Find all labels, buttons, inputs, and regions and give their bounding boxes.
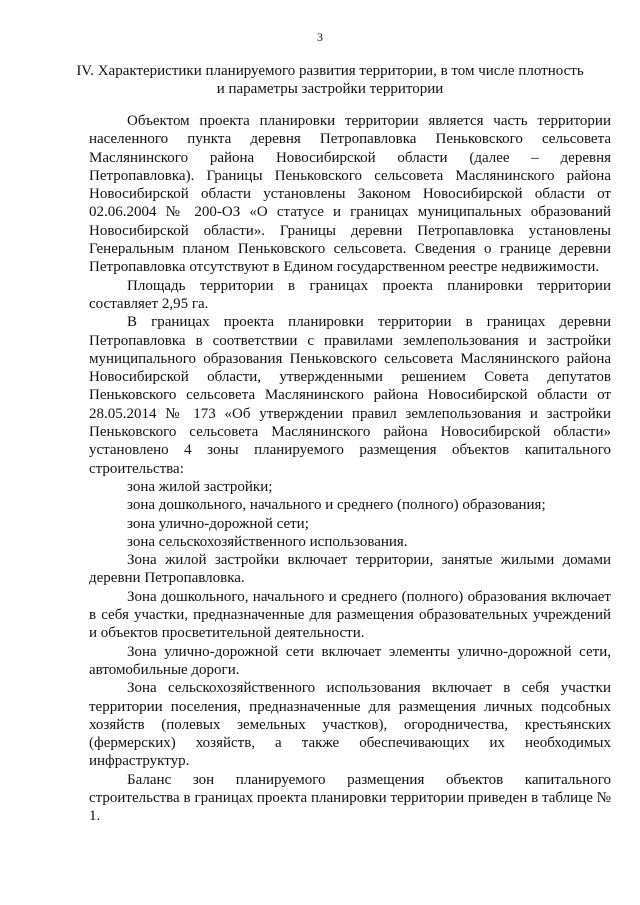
paragraph-project-object: Объектом проекта планировки территории является часть территории населенного пункта деревня Петропавловка Пеньковского сельсовета Маслянинского района Новосибирской области (далее – деревня Петропавловка). Границы Пеньковского сельсовета Маслянинского района Новосибирской области установлены Законом Новосибирской области от 02.06.2004 № 200-ОЗ «О статусе и границах муниципальных образований Новосибирской области». Границы деревни Петропавловка установлены Генеральным планом Пеньковского сельсовета. Сведения о границе деревни Петропавловка отсутствуют в Едином государственном реестре недвижимости.: [89, 113, 611, 276]
section-heading-line-1: IV. Характеристики планируемого развития территории, в том числе плотность: [76, 63, 584, 79]
paragraph-road-zone: Зона улично-дорожной сети включает элементы улично-дорожной сети, автомобильные дороги.: [89, 643, 611, 678]
zone-list-item: зона сельскохозяйственного использования.: [127, 533, 408, 550]
zone-list-item: зона дошкольного, начального и среднего (полного) образования;: [127, 497, 546, 514]
section-heading: [60, 62, 600, 98]
document-body: [89, 112, 611, 826]
paragraph-zones-intro: В границах проекта планировки территории в границах деревни Петропавловка в соответствии с правилами землепользования и застройки муниципального образования Пеньковского сельсовета Маслянинского района Новосибирской области, утвержденными решением Совета депутатов Пеньковского сельсовета Маслянинского района Новосибирской области от 28.05.2014 № 173 «Об утверждении правил землепользования и застройки Пеньковского сельсовета Маслянинского района Новосибирской области» установлено 4 зоны планируемого размещения объектов капитального строительства:: [89, 314, 611, 477]
paragraph-education-zone: Зона дошкольного, начального и среднего (полного) образования включает в себя участки, предназначенные для размещения образовательных учреждений и объектов просветительной деятельности.: [89, 588, 611, 642]
page-number: 3: [317, 30, 323, 44]
paragraph-agricultural-zone: Зона сельскохозяйственного использования включает в себя участки территории поселения, предназначенные для размещения личных подсобных хозяйств (полевых земельных участков), огородничества, крестьянских (фермерских) хозяйств, а также обеспечивающих их необходимых инфраструктур.: [89, 680, 611, 770]
paragraph-zone-balance: Баланс зон планируемого размещения объектов капитального строительства в границах проекта планировки территории приведен в таблице № 1.: [89, 771, 611, 825]
zone-list-item: зона жилой застройки;: [127, 478, 273, 495]
zone-list-item: зона улично-дорожной сети;: [127, 515, 309, 532]
paragraph-area: Площадь территории в границах проекта планировки территории составляет 2,95 га.: [89, 277, 611, 312]
paragraph-residential-zone: Зона жилой застройки включает территории, занятые жилыми домами деревни Петропавловка.: [89, 552, 611, 587]
section-heading-line-2: и параметры застройки территории: [216, 81, 444, 97]
